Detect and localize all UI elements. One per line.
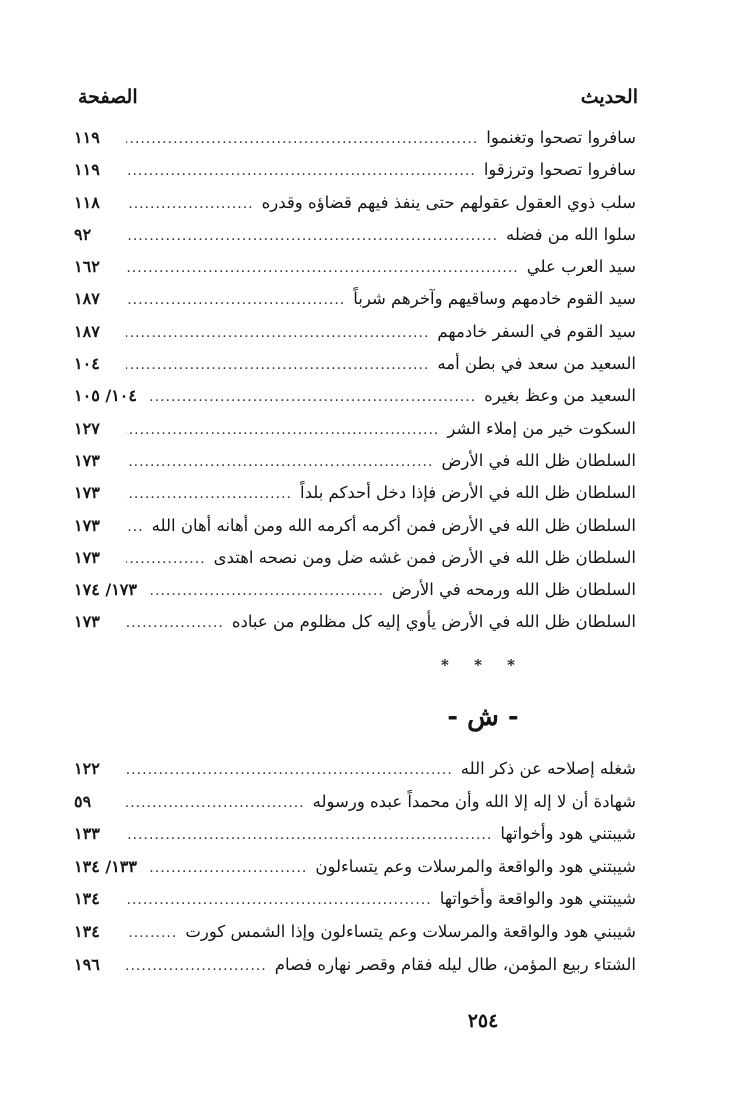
- index-entry: [74, 857, 636, 890]
- index-entry: [74, 354, 636, 386]
- page-reference: ١٨٧: [74, 289, 100, 309]
- page-reference: ١١٩: [74, 160, 100, 180]
- hadith-text: سيد القوم في السفر خادمهم: [437, 321, 636, 341]
- index-header: [78, 86, 638, 118]
- hadith-text: سيد العرب علي: [526, 257, 636, 277]
- page-reference: ١٧٣: [74, 612, 100, 632]
- leader-dots: [126, 958, 267, 974]
- leader-dots: [126, 196, 254, 212]
- index-entry: [74, 289, 636, 321]
- leader-dots: [126, 163, 476, 179]
- hadith-text: سيد القوم خادمهم وساقيهم وآخرهم شرباً: [353, 289, 636, 309]
- hadith-text: شيبني هود والواقعة والمرسلات وعم يتساءلون وإذا الشمس كورت: [185, 921, 636, 941]
- page-reference: ١٧٣: [74, 450, 100, 470]
- page-reference: ١٣٤: [74, 889, 100, 909]
- page-reference: ١١٩: [74, 128, 100, 147]
- index-entry: [74, 193, 636, 225]
- page-reference: ١٠٤/ ١٠٥: [74, 386, 137, 406]
- hadith-text: السلطان ظل الله في الأرض فمن أكرمه أكرمه الله ومن أهانه أهان الله: [151, 515, 636, 535]
- leader-dots: [126, 131, 478, 147]
- leader-dots: [126, 892, 432, 908]
- index-entry: [74, 792, 636, 825]
- hadith-text: السلطان ظل الله في الأرض يأوي إليه كل مظلوم من عباده: [231, 612, 636, 632]
- leader-dots: [126, 925, 177, 941]
- index-entry: [74, 128, 636, 160]
- page-column-heading: الصفحة: [78, 86, 138, 108]
- page-reference: ١٢٧: [74, 418, 100, 438]
- hadith-text: السعيد من سعد في بطن أمه: [437, 354, 636, 374]
- hadith-text: شيبتني هود والواقعة والمرسلات وعم يتساءلون: [315, 856, 636, 876]
- index-entry: [74, 548, 636, 580]
- hadith-text: السلطان ظل الله في الأرض: [441, 450, 636, 470]
- index-entry: [74, 386, 636, 418]
- leader-dots: [149, 860, 307, 876]
- page-number: ٢٥٤: [467, 1010, 499, 1032]
- leader-dots: [126, 228, 498, 244]
- leader-dots: [126, 486, 292, 502]
- leader-dots: [126, 762, 453, 778]
- page-reference: ١٩٦: [74, 954, 100, 974]
- page-reference: ١٠٤: [74, 354, 100, 374]
- hadith-text: شهادة أن لا إله إلا الله وأن محمداً عبده ورسوله: [312, 791, 636, 811]
- page-reference: ١٣٣: [74, 824, 100, 844]
- hadith-text: السلطان ظل الله في الأرض فإذا دخل أحدكم بلداً: [299, 483, 636, 503]
- leader-dots: [149, 389, 476, 405]
- leader-dots: [126, 827, 492, 843]
- index-entry: [74, 451, 636, 483]
- page-reference: ١٦٢: [74, 257, 100, 277]
- section-separator-stars: * * *: [441, 656, 525, 674]
- page-reference: ١٨٧: [74, 321, 100, 341]
- index-entry: [74, 922, 636, 955]
- hadith-column-heading: الحديث: [580, 86, 638, 108]
- leader-dots: [126, 260, 519, 276]
- page-reference: ١٧٣: [74, 483, 100, 503]
- hadith-text: الشتاء ربيع المؤمن، طال ليله فقام وقصر نهاره فصام: [274, 954, 636, 974]
- index-entry: [74, 225, 636, 257]
- hadith-text: سلب ذوي العقول عقولهم حتى ينفذ فيهم قضاؤه وقدره: [261, 192, 636, 212]
- hadith-text: سافروا تصحوا وترزقوا: [483, 160, 636, 180]
- index-entry: [74, 322, 636, 354]
- leader-dots: [126, 454, 433, 470]
- page-reference: ١٧٣/ ١٧٤: [74, 580, 137, 600]
- index-entry: [74, 612, 636, 644]
- hadith-text: السلطان ظل الله ورمحه في الأرض: [391, 580, 636, 600]
- leader-dots: [126, 615, 224, 631]
- page-reference: ٥٩: [74, 791, 92, 811]
- leader-dots: [149, 583, 384, 599]
- leader-dots: [126, 325, 429, 341]
- hadith-text: سافروا تصحوا وتغنموا: [486, 128, 636, 147]
- index-entry: [74, 257, 636, 289]
- index-entry: [74, 419, 636, 451]
- section-heading-shin: - ش -: [447, 702, 519, 732]
- hadith-text: السعيد من وعظ بغيره: [484, 386, 636, 406]
- index-entry: [74, 580, 636, 612]
- leader-dots: [126, 422, 439, 438]
- page-reference: ١٣٤: [74, 921, 100, 941]
- hadith-text: شيبتني هود والواقعة وأخواتها: [439, 889, 636, 909]
- page-reference: ٩٢: [74, 224, 92, 244]
- leader-dots: [126, 551, 206, 567]
- page-reference: ١١٨: [74, 192, 100, 212]
- hadith-index-list-sin: [74, 128, 636, 645]
- index-entry: [74, 824, 636, 857]
- hadith-text: السكوت خير من إملاء الشر: [447, 418, 636, 438]
- page-reference: ١٢٢: [74, 759, 100, 778]
- hadith-text: شغله إصلاحه عن ذكر الله: [460, 759, 636, 778]
- index-entry: [74, 160, 636, 192]
- index-entry: [74, 759, 636, 792]
- index-entry: [74, 483, 636, 515]
- hadith-text: السلطان ظل الله في الأرض فمن غشه ضل ومن نصحه اهتدى: [213, 547, 636, 567]
- hadith-text: شيبتني هود وأخواتها: [500, 824, 636, 844]
- leader-dots: [126, 357, 429, 373]
- index-entry: [74, 889, 636, 922]
- leader-dots: [126, 519, 144, 535]
- hadith-index-list-shin: [74, 759, 636, 987]
- page-reference: ١٧٣: [74, 515, 100, 535]
- leader-dots: [126, 292, 345, 308]
- page-reference: ١٧٣: [74, 547, 100, 567]
- leader-dots: [126, 795, 305, 811]
- index-entry: [74, 955, 636, 988]
- page-reference: ١٣٣/ ١٣٤: [74, 856, 137, 876]
- hadith-text: سلوا الله من فضله: [506, 224, 636, 244]
- index-entry: [74, 516, 636, 548]
